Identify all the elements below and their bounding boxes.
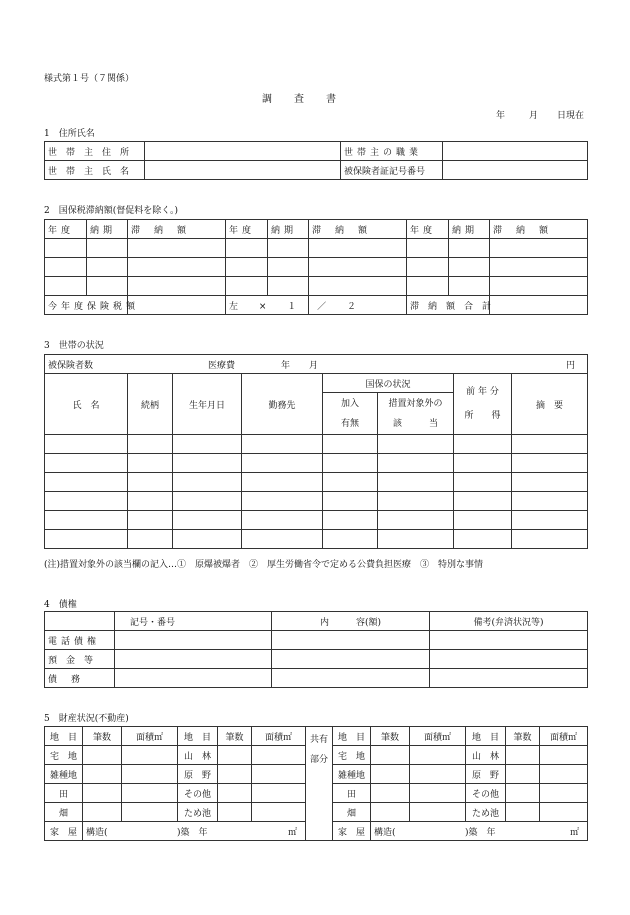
land-category: 山 林 (178, 746, 218, 765)
insured-count-label: 被保険者数 (48, 360, 94, 371)
col-land-3: 地 目 (333, 727, 371, 746)
insured-no-label: 被保険者証記号番号 (341, 161, 443, 180)
section5-heading: 5 財産状況(不動産) (44, 714, 129, 724)
land-category: ため池 (178, 803, 218, 822)
col-amount-1: 滞納額 (128, 220, 226, 239)
head-name-field[interactable] (145, 161, 341, 180)
household-row (45, 435, 588, 454)
left-half-label: 左 × １ ／ ２ (226, 296, 309, 315)
date-month: 月 (529, 111, 539, 121)
arrears-row (45, 239, 588, 258)
col-count-1: 筆数 (83, 727, 122, 746)
house-structure[interactable] (83, 822, 306, 841)
arrears-row (45, 258, 588, 277)
head-name-label: 世帯主氏名 (45, 161, 145, 180)
col-count-3: 筆数 (371, 727, 410, 746)
land-category: 原 野 (466, 765, 506, 784)
yen-label: 円 (565, 360, 575, 371)
col-land-2: 地 目 (178, 727, 218, 746)
date-year: 年 (496, 111, 506, 121)
household-row (45, 511, 588, 530)
medical-label: 医療費 (208, 360, 236, 371)
house-label: 家 屋 (45, 822, 83, 841)
col-amount-2: 滞納額 (309, 220, 407, 239)
head-address-label: 世帯主住所 (45, 142, 145, 161)
land-category: 宅 地 (333, 746, 371, 765)
col-area-2: 面積㎡ (252, 727, 306, 746)
land-category: 畑 (333, 803, 371, 822)
col-prev-income-line1: 前 年 分 (466, 387, 499, 397)
col-content: 内 容(額) (272, 612, 430, 631)
shared-part-line1: 共有 (309, 735, 328, 745)
col-name: 氏 名 (45, 374, 128, 435)
col-note: 摘 要 (512, 374, 588, 435)
col-exclusion (378, 393, 454, 435)
structure-label: 構造( (374, 827, 396, 838)
land-category: ため池 (466, 803, 506, 822)
structure-label: 構造( (86, 827, 108, 838)
col-period-3: 納期 (449, 220, 490, 239)
arrears-row (45, 277, 588, 296)
col-prev-income-line2: 所 得 (464, 411, 501, 421)
household-row (45, 492, 588, 511)
col-period-2: 納期 (268, 220, 309, 239)
col-relation: 続柄 (128, 374, 173, 435)
col-amount-3: 滞納額 (490, 220, 588, 239)
household-row (45, 530, 588, 549)
house-structure[interactable] (371, 822, 588, 841)
address-table (44, 141, 588, 180)
col-remark: 備考(弁済状況等) (430, 612, 588, 631)
credit-row-label: 電話債権 (45, 631, 115, 650)
total-field[interactable] (490, 296, 588, 315)
land-category: 雑種地 (333, 765, 371, 784)
land-category: 田 (45, 784, 83, 803)
household-row (45, 473, 588, 492)
land-category: その他 (466, 784, 506, 803)
head-address-field[interactable] (145, 142, 341, 161)
col-land-4: 地 目 (466, 727, 506, 746)
credit-row-label: 債務 (45, 669, 115, 688)
col-exclusion-line2: 該 当 (392, 418, 438, 429)
occupation-field[interactable] (443, 142, 588, 161)
land-category: 宅 地 (45, 746, 83, 765)
land-category: 雑種地 (45, 765, 83, 784)
built-year-label: )築 年 (465, 827, 496, 838)
credit-row-label: 預金等 (45, 650, 115, 669)
insured-no-field[interactable] (443, 161, 588, 180)
sqm-label: ㎡ (569, 827, 579, 838)
col-code: 記号・番号 (115, 612, 272, 631)
credit-row (45, 650, 588, 669)
land-category: 山 林 (466, 746, 506, 765)
household-table (44, 354, 588, 549)
section1-heading: 1 住所氏名 (44, 129, 95, 139)
col-count-4: 筆数 (506, 727, 540, 746)
col-count-2: 筆数 (218, 727, 252, 746)
arrears-table (44, 219, 588, 315)
col-year-2: 年度 (226, 220, 268, 239)
col-year-1: 年度 (45, 220, 87, 239)
col-join-line2: 有無 (340, 418, 359, 429)
house-label: 家 屋 (333, 822, 371, 841)
household-summary (45, 355, 588, 374)
date-day-now: 日現在 (557, 111, 585, 121)
col-area-3: 面積㎡ (410, 727, 466, 746)
land-category: 畑 (45, 803, 83, 822)
form-number: 様式第１号（７関係） (44, 74, 135, 84)
col-join (323, 393, 378, 435)
land-category: その他 (178, 784, 218, 803)
current-tax-label: 今年度保険税額 (45, 296, 128, 315)
shared-part-line2: 部分 (309, 755, 328, 765)
credit-row (45, 669, 588, 688)
current-tax-field[interactable] (128, 296, 226, 315)
col-exclusion-line1: 措置対象外の (388, 398, 443, 409)
occupation-label: 世帯主の職業 (341, 142, 443, 161)
col-work: 勤務先 (242, 374, 323, 435)
shared-part-label (306, 727, 333, 841)
credit-table (44, 611, 588, 688)
household-row (45, 454, 588, 473)
medical-year: 年 (281, 360, 291, 371)
col-kokuho: 国保の状況 (323, 374, 454, 393)
col-land-1: 地 目 (45, 727, 83, 746)
section2-heading: 2 国保税滞納額(督促料を除く。) (44, 206, 179, 216)
col-birth: 生年月日 (173, 374, 242, 435)
medical-month: 月 (309, 360, 319, 371)
document-title: 調査書 (262, 94, 358, 105)
col-join-line1: 加入 (340, 398, 359, 409)
col-prev-income (454, 374, 512, 435)
total-label: 滞納額合計 (407, 296, 490, 315)
land-category: 原 野 (178, 765, 218, 784)
col-area-1: 面積㎡ (122, 727, 178, 746)
land-category: 田 (333, 784, 371, 803)
sqm-label: ㎡ (287, 827, 297, 838)
credit-row (45, 631, 588, 650)
property-table (44, 726, 588, 841)
section3-heading: 3 世帯の状況 (44, 341, 104, 351)
built-year-label: )築 年 (177, 827, 208, 838)
exclusion-footnote: (注)措置対象外の該当欄の記入…① 原爆被爆者 ② 厚生労働省令で定める公費負担医療 ③ 特別な事情 (44, 560, 484, 570)
col-year-3: 年度 (407, 220, 449, 239)
col-area-4: 面積㎡ (540, 727, 588, 746)
section4-heading: 4 債権 (44, 600, 77, 610)
col-period-1: 納期 (87, 220, 128, 239)
